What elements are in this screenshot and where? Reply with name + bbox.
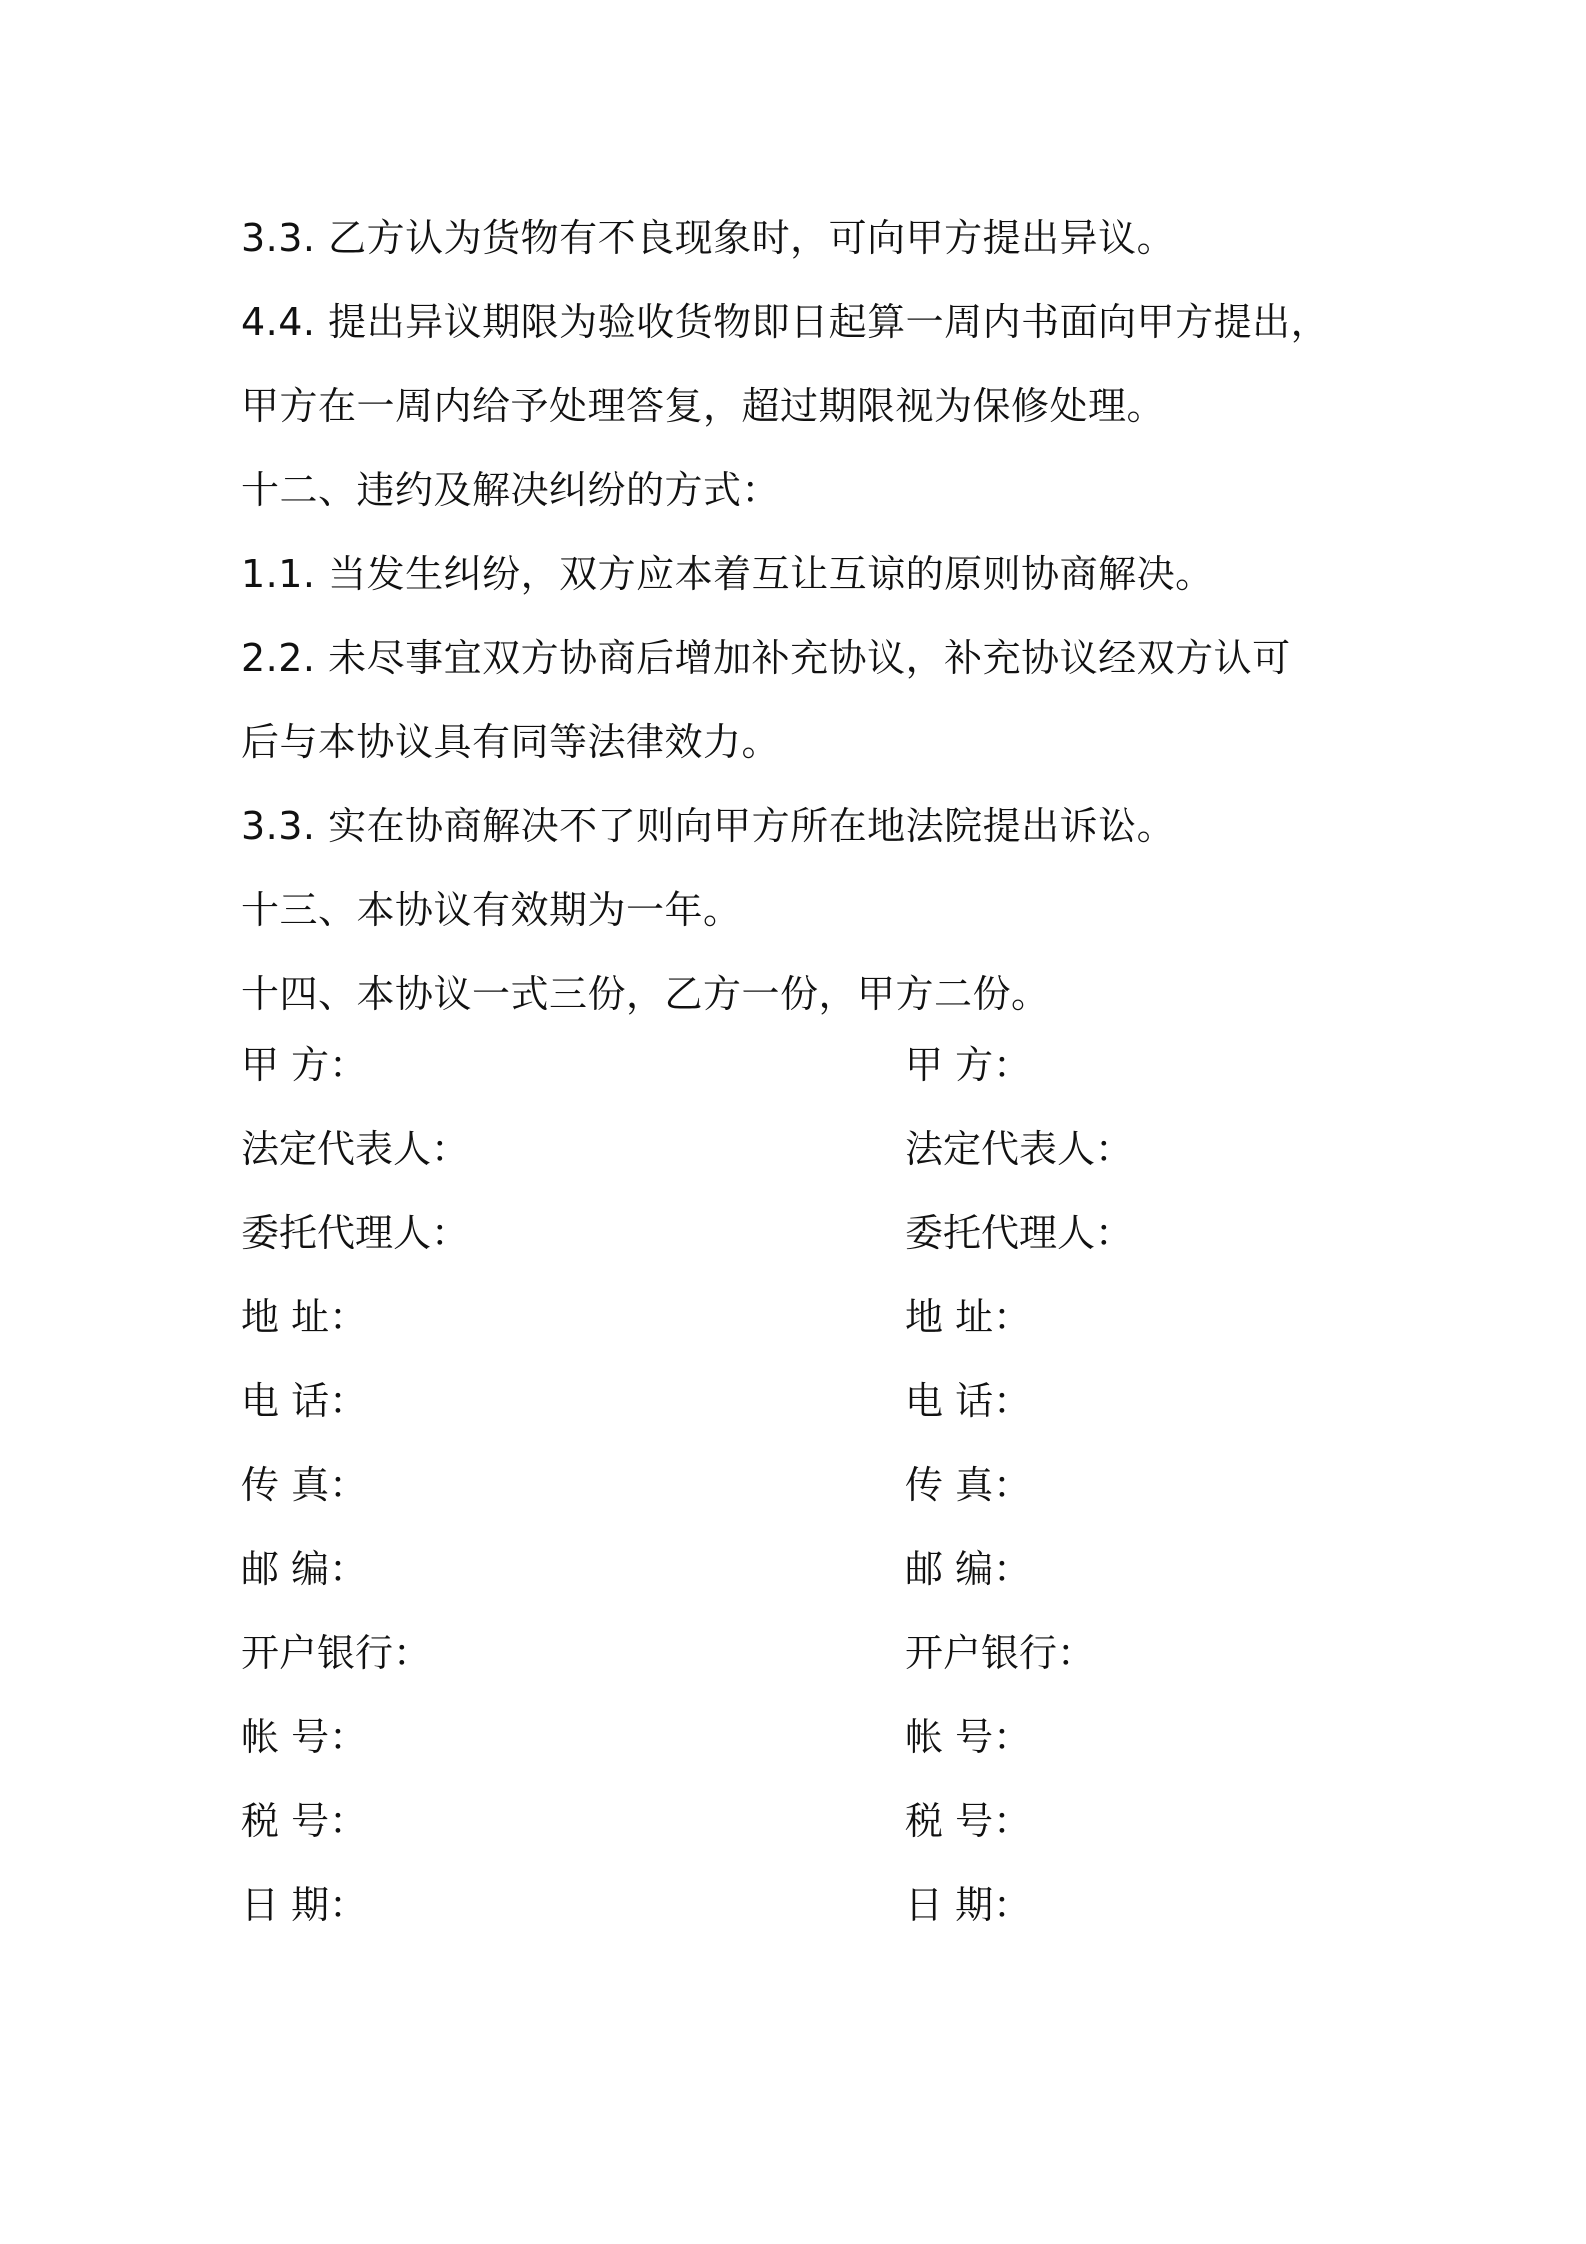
signature-row: [241, 1107, 1371, 1191]
signature-block: [241, 1023, 1371, 1947]
left-party-field: 法定代表人：: [241, 1127, 470, 1171]
right-party-field: 开户银行：: [905, 1631, 1096, 1675]
paragraph-line: 4.4. 提出异议期限为验收货物即日起算一周内书面向甲方提出，: [241, 300, 1330, 344]
paragraph-line: 1.1. 当发生纠纷，双方应本着互让互谅的原则协商解决。: [241, 552, 1214, 596]
left-party-field: 开户银行：: [241, 1631, 432, 1675]
signature-row: [241, 1443, 1371, 1527]
contract-body: [241, 196, 1371, 1036]
signature-row: [241, 1275, 1371, 1359]
right-party-field: 传 真：: [905, 1463, 1032, 1507]
paragraph-line: 2.2. 未尽事宜双方协商后增加补充协议，补充协议经双方认可: [241, 636, 1291, 680]
left-party-field: 税 号：: [241, 1799, 368, 1843]
signature-row: [241, 1023, 1371, 1107]
left-party-field: 委托代理人：: [241, 1211, 470, 1255]
right-party-field: 帐 号：: [905, 1715, 1032, 1759]
right-party-field: 日 期：: [905, 1883, 1032, 1927]
paragraph-line: 3.3. 实在协商解决不了则向甲方所在地法院提出诉讼。: [241, 804, 1176, 848]
signature-row: [241, 1611, 1371, 1695]
right-party-field: 地 址：: [905, 1295, 1032, 1339]
right-party-field: 税 号：: [905, 1799, 1032, 1843]
left-party-field: 传 真：: [241, 1463, 368, 1507]
section-heading: 十二、违约及解决纠纷的方式：: [241, 468, 781, 512]
left-party-field: 日 期：: [241, 1883, 368, 1927]
right-party-field: 甲 方：: [905, 1043, 1032, 1087]
right-party-field: 法定代表人：: [905, 1127, 1134, 1171]
signature-row: [241, 1779, 1371, 1863]
signature-row: [241, 1527, 1371, 1611]
left-party-field: 地 址：: [241, 1295, 368, 1339]
right-party-field: 委托代理人：: [905, 1211, 1134, 1255]
paragraph-line: 3.3. 乙方认为货物有不良现象时，可向甲方提出异议。: [241, 216, 1176, 260]
left-party-field: 电 话：: [241, 1379, 368, 1423]
left-party-field: 邮 编：: [241, 1547, 368, 1591]
section-heading: 十三、本协议有效期为一年。: [241, 888, 742, 932]
right-party-field: 邮 编：: [905, 1547, 1032, 1591]
signature-row: [241, 1695, 1371, 1779]
signature-row: [241, 1191, 1371, 1275]
paragraph-line: 后与本协议具有同等法律效力。: [241, 720, 781, 764]
left-party-field: 甲 方：: [241, 1043, 368, 1087]
paragraph-line: 甲方在一周内给予处理答复，超过期限视为保修处理。: [241, 384, 1166, 428]
signature-row: [241, 1359, 1371, 1443]
left-party-field: 帐 号：: [241, 1715, 368, 1759]
right-party-field: 电 话：: [905, 1379, 1032, 1423]
section-heading: 十四、本协议一式三份，乙方一份，甲方二份。: [241, 972, 1050, 1016]
signature-row: [241, 1863, 1371, 1947]
